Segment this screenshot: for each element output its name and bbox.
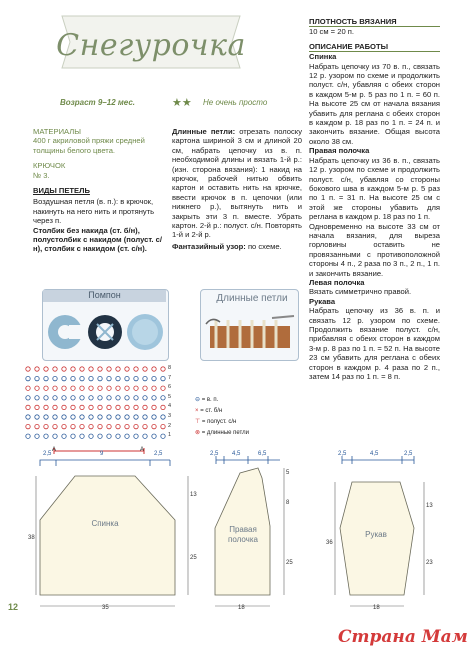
- chart-stitch: [26, 376, 30, 380]
- chart-stitch: [134, 386, 138, 390]
- chart-stitch: [143, 376, 147, 380]
- chart-stitch: [107, 396, 111, 400]
- chart-stitch: [116, 367, 120, 371]
- column-work: [309, 17, 440, 381]
- dim-front-bottom: 18: [238, 605, 245, 611]
- chart-stitch: [143, 434, 147, 438]
- chart-stitch: [71, 405, 75, 409]
- dim-back-top-1: 2,5: [43, 451, 52, 457]
- chart-stitch: [161, 386, 165, 390]
- chart-stitch: [125, 405, 129, 409]
- dim-sleeve-top-3: 2,5: [404, 451, 413, 457]
- chart-stitch: [44, 424, 48, 428]
- chart-stitch: [89, 367, 93, 371]
- chart-stitch: [143, 396, 147, 400]
- chart-stitch: [26, 405, 30, 409]
- density-heading: ПЛОТНОСТЬ ВЯЗАНИЯ: [309, 17, 440, 27]
- chart-mark-right: A: [140, 447, 145, 453]
- difficulty-stars: ★★: [172, 97, 192, 109]
- chart-legend: [195, 395, 275, 439]
- chart-stitch: [152, 424, 156, 428]
- chart-stitch: [26, 386, 30, 390]
- hook-text: № 3.: [33, 170, 50, 180]
- back-heading: Спинка: [309, 52, 337, 62]
- chart-row-number: 3: [168, 412, 172, 419]
- chart-stitch: [161, 405, 165, 409]
- chart-row-numbers: [168, 364, 178, 441]
- right-text: Набрать цепочку из 36 в. п., связать 12 р. узором по схеме и продолжить полуст. с/н, убавляя со стороны бокового шва в каждом 5-м р. 5 раз по 1 п. = 31 п. На высоте 25 см с этой же стороны убавить для реглана в каждом р. 18 раз по 1 п.: [309, 155, 440, 222]
- chart-stitch: [80, 415, 84, 419]
- chart-row-number: 4: [168, 403, 172, 410]
- dim-front-right-2: 8: [286, 500, 290, 506]
- chart-stitch: [35, 386, 39, 390]
- dim-front-top-1: 2,5: [210, 451, 219, 457]
- chart-stitch: [62, 424, 66, 428]
- long-loops-label: Длинные петли:: [172, 127, 236, 136]
- chart-stitch: [98, 415, 102, 419]
- chart-stitch: [152, 376, 156, 380]
- stitch-chart: [24, 365, 184, 445]
- chart-stitch: [134, 415, 138, 419]
- chart-stitch: [107, 424, 111, 428]
- chart-stitch: [35, 376, 39, 380]
- dim-sleeve-top-2: 4,5: [370, 451, 379, 457]
- long-loops-text: отрезать полоску картона шириной 3 см и длиной 20 см, набрать цепочку из в. п. необходимой длины и вязать 1-й р.: (изн. сторона вязания): 1 накид на крючок, рабочей нитью обвить картон и оставить нить на крючке, ввести крючок в п. цепочки (или нижнего р.), вытянуть нить и закрыть эти 3 п. вместе. Убрать картон. 2-й р.: полуст. с/н. Повторять 1-й и 2-й р.: [172, 127, 302, 240]
- chart-mark-left: A: [52, 447, 57, 453]
- chart-stitch: [143, 405, 147, 409]
- materials-heading: МАТЕРИАЛЫ: [33, 127, 81, 136]
- chart-stitch: [125, 434, 129, 438]
- legend-item-sc: × = ст. б/н: [195, 408, 223, 414]
- sleeve-text: Набрать цепочку из 36 в. п. и связать 12 р. узором по схеме. Продолжить вязание полуст. с/н, прибавляя с обеих сторон в каждом 3-м р. 8 раз по 1 п. = 52 п. На высоте 23 см убавить для реглана с обеих сторон в каждом р. 4 раза по 2 п., затем 14 раз по 1 п. = 8 п.: [309, 306, 440, 382]
- loops-p2: Столбик без накида (ст. б/н), полустолбик с накидом (полуст. с/н), столбик с накидом (ст. с/н).: [33, 225, 162, 254]
- dim-front-right-1: 5: [286, 470, 290, 476]
- chart-stitch: [35, 367, 39, 371]
- chart-row-number: 5: [168, 393, 172, 400]
- chart-stitch: [125, 415, 129, 419]
- right-heading: Правая полочка: [309, 146, 370, 156]
- chart-stitch: [161, 424, 165, 428]
- chart-stitch: [53, 405, 57, 409]
- legend-item-long: ⊗ = длинные петли: [195, 430, 250, 436]
- chart-stitch: [152, 396, 156, 400]
- chart-stitch: [71, 396, 75, 400]
- dim-back-top-2: 9: [100, 451, 104, 457]
- chart-stitch: [71, 415, 75, 419]
- chart-stitch: [26, 367, 30, 371]
- chart-stitch: [80, 386, 84, 390]
- chart-stitch: [98, 396, 102, 400]
- chart-stitch: [26, 396, 30, 400]
- fancy-label: Фантазийный узор:: [172, 241, 246, 251]
- chart-stitch: [80, 434, 84, 438]
- chart-stitch: [35, 415, 39, 419]
- chart-stitch: [71, 367, 75, 371]
- dim-sleeve-left: 36: [326, 540, 333, 546]
- long-loops-image: [202, 314, 296, 358]
- chart-row-number: 8: [168, 365, 172, 371]
- chart-stitch: [53, 424, 57, 428]
- chart-stitch: [161, 434, 165, 438]
- work-heading: ОПИСАНИЕ РАБОТЫ: [309, 42, 440, 52]
- chart-stitch: [89, 434, 93, 438]
- chart-stitch: [44, 386, 48, 390]
- chart-stitch: [89, 415, 93, 419]
- chart-stitch: [134, 367, 138, 371]
- chart-stitch: [35, 424, 39, 428]
- dim-sleeve-top-1: 2,5: [338, 451, 347, 457]
- chart-stitch: [62, 367, 66, 371]
- dim-back-right-2: 25: [190, 555, 197, 561]
- chart-stitch: [125, 376, 129, 380]
- materials-text: 400 г акриловой пряжи средней толщины белого цвета.: [33, 136, 145, 155]
- chart-stitch: [62, 376, 66, 380]
- dim-back-top-3: 2,5: [154, 451, 163, 457]
- dim-back-left: 38: [28, 535, 35, 541]
- pattern-back-label: Спинка: [91, 519, 119, 528]
- chart-row-number: 6: [168, 384, 172, 391]
- legend-item-hdc: ⊤ = полуст. с/н: [195, 419, 237, 425]
- age-label: Возраст 9–12 мес.: [60, 98, 136, 107]
- chart-stitch: [98, 424, 102, 428]
- left-text: Вязать симметрично правой.: [309, 287, 412, 297]
- chart-stitch: [98, 376, 102, 380]
- site-logo[interactable]: Страна Мам: [338, 627, 468, 647]
- chart-stitch: [152, 367, 156, 371]
- dim-sleeve-bottom: 18: [373, 605, 380, 611]
- chart-stitch: [134, 396, 138, 400]
- chart-stitch: [134, 376, 138, 380]
- pompom-steps-image: [45, 310, 165, 355]
- chart-stitch: [71, 424, 75, 428]
- chart-stitch: [44, 434, 48, 438]
- chart-stitch: [26, 415, 30, 419]
- chart-stitch: [89, 376, 93, 380]
- chart-stitch: [26, 424, 30, 428]
- chart-stitch: [62, 405, 66, 409]
- hook-heading: КРЮЧОК: [33, 161, 66, 171]
- long-loops-label: Длинные петли: [216, 293, 288, 304]
- chart-stitch: [44, 396, 48, 400]
- chart-stitch: [152, 434, 156, 438]
- chart-stitch: [53, 434, 57, 438]
- back-text: Набрать цепочку из 70 в. п., связать 12 р. узором по схеме и продолжить полуст. с/н, убавляя с обеих сторон в каждом 5-м р. 5 раз по 1 п. = 60 п. На высоте 25 см от начала вязания убавить для реглана с обеих сторон в каждом р. 18 раз по 1 п. = 24 п. и закончить вязание. Общая высота около 38 см.: [309, 61, 440, 146]
- chart-stitch: [143, 386, 147, 390]
- dim-front-top-2: 4,5: [232, 451, 241, 457]
- chart-stitch: [62, 434, 66, 438]
- chart-stitch: [89, 396, 93, 400]
- chart-stitch: [152, 415, 156, 419]
- chart-stitch: [98, 434, 102, 438]
- chart-stitch: [71, 376, 75, 380]
- chart-stitch: [161, 396, 165, 400]
- column-materials: [33, 127, 165, 254]
- chart-stitch: [53, 396, 57, 400]
- dim-front-right-3: 25: [286, 560, 293, 566]
- chart-stitch: [116, 424, 120, 428]
- chart-stitch: [107, 405, 111, 409]
- chart-stitch: [116, 415, 120, 419]
- column-long-loops: [172, 127, 302, 251]
- chart-stitch: [107, 376, 111, 380]
- chart-stitch: [53, 376, 57, 380]
- left-heading: Левая полочка: [309, 277, 365, 287]
- chart-stitch: [26, 434, 30, 438]
- chart-stitch: [161, 415, 165, 419]
- pompom-label: Помпон: [43, 290, 166, 302]
- chart-stitch: [71, 386, 75, 390]
- chart-stitch: [116, 434, 120, 438]
- loops-heading: ВИДЫ ПЕТЕЛЬ: [33, 186, 90, 196]
- chart-stitch: [53, 415, 57, 419]
- chart-stitch: [98, 367, 102, 371]
- chart-stitch: [62, 415, 66, 419]
- chart-stitch: [35, 434, 39, 438]
- fancy-text: по схеме.: [247, 241, 282, 251]
- chart-stitch: [161, 367, 165, 371]
- chart-stitch: [116, 405, 120, 409]
- chart-stitch: [116, 376, 120, 380]
- chart-stitch: [161, 376, 165, 380]
- chart-stitch: [107, 415, 111, 419]
- chart-stitch: [62, 386, 66, 390]
- chart-stitch: [98, 405, 102, 409]
- chart-stitch: [116, 386, 120, 390]
- chart-stitch: [134, 434, 138, 438]
- chart-stitch: [35, 405, 39, 409]
- chart-stitch: [89, 386, 93, 390]
- pattern-sleeve-label: Рукав: [365, 530, 387, 539]
- dim-back-bottom: 35: [102, 605, 109, 611]
- chart-stitch: [125, 386, 129, 390]
- chart-stitch: [107, 434, 111, 438]
- chart-stitch: [116, 396, 120, 400]
- chart-stitch: [44, 367, 48, 371]
- chart-stitch: [44, 376, 48, 380]
- chart-stitch: [98, 386, 102, 390]
- chart-stitch: [125, 396, 129, 400]
- chart-stitch: [125, 367, 129, 371]
- difficulty-label: Не очень просто: [203, 98, 268, 107]
- chart-stitch: [134, 405, 138, 409]
- dim-sleeve-right-2: 23: [426, 560, 433, 566]
- density-text: 10 см = 20 п.: [309, 27, 355, 37]
- page-title: Снегурочка: [56, 28, 246, 63]
- chart-stitch: [107, 386, 111, 390]
- chart-stitch: [143, 367, 147, 371]
- chart-row-number: 1: [168, 432, 172, 439]
- chart-stitch: [134, 424, 138, 428]
- chart-stitch: [53, 386, 57, 390]
- chart-stitch: [89, 405, 93, 409]
- chart-stitch: [152, 405, 156, 409]
- chart-stitch: [80, 376, 84, 380]
- chart-row-number: 7: [168, 374, 172, 381]
- chart-stitch: [80, 405, 84, 409]
- chart-stitch: [80, 424, 84, 428]
- chart-stitch: [53, 367, 57, 371]
- chart-stitch: [152, 386, 156, 390]
- chart-stitch: [44, 415, 48, 419]
- chart-stitch: [80, 396, 84, 400]
- chart-stitch: [71, 434, 75, 438]
- right-text-2: Одновременно на высоте 33 см от начала вязания, для выреза горловины оставить не провязанными с противоположной стороны 4 п., 2 раза по 3 п., 2 п., 1 п. и закончить вязание.: [309, 221, 440, 278]
- chart-stitch: [125, 424, 129, 428]
- chart-stitch: [89, 424, 93, 428]
- dim-sleeve-right-1: 13: [426, 503, 433, 509]
- legend-item-chain: ⊖ = в. п.: [195, 397, 219, 403]
- chart-stitch: [107, 367, 111, 371]
- chart-stitch: [80, 367, 84, 371]
- chart-stitch: [143, 415, 147, 419]
- chart-stitch: [44, 405, 48, 409]
- chart-row-number: 2: [168, 422, 172, 429]
- chart-stitch: [143, 424, 147, 428]
- page-number: 12: [8, 602, 19, 612]
- loops-p1: Воздушная петля (в. п.): в крючок, накинуть на него нить и протянуть через п.: [33, 197, 155, 226]
- sleeve-heading: Рукава: [309, 296, 336, 306]
- pattern-front-label: Правая полочка: [228, 525, 258, 544]
- chart-stitch: [35, 396, 39, 400]
- chart-stitch: [62, 396, 66, 400]
- dim-back-right-1: 13: [190, 492, 197, 498]
- dim-front-top-3: 6,5: [258, 451, 267, 457]
